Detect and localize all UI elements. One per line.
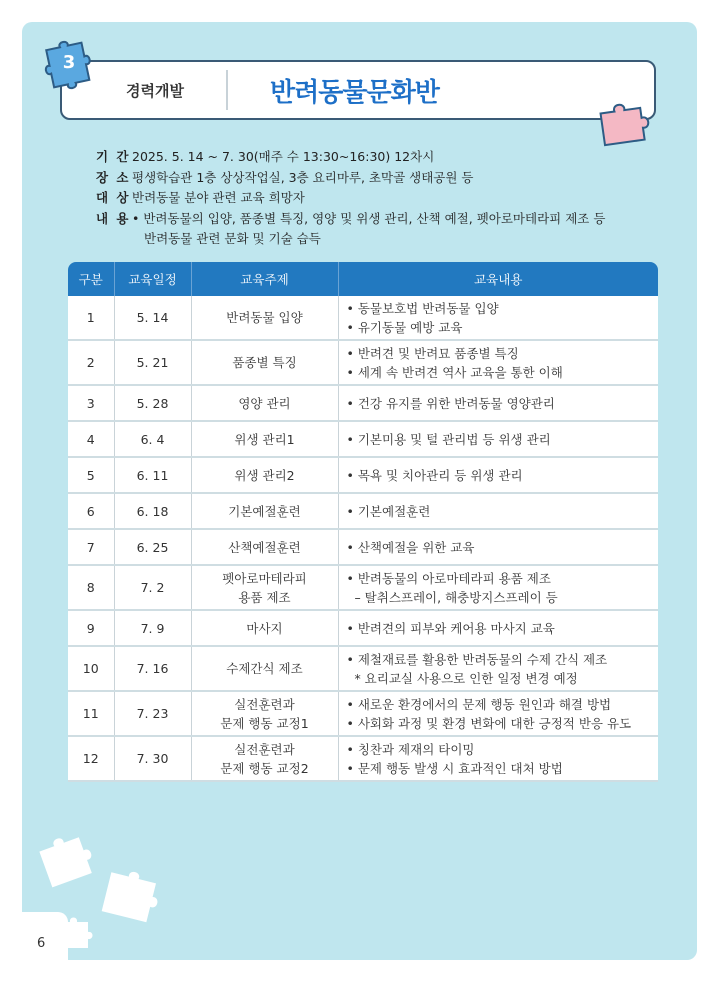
- table-row: [68, 691, 658, 736]
- topic-line: 영양 관리: [238, 395, 291, 411]
- cell-content: [338, 457, 658, 493]
- cell-date: 7. 16: [114, 646, 191, 691]
- cell-topic: [191, 736, 338, 781]
- cell-date: 6. 25: [114, 529, 191, 565]
- cell-date: 7. 30: [114, 736, 191, 781]
- cell-no: 1: [68, 296, 114, 340]
- content-line: • 세계 속 반려견 역사 교육을 통한 이해: [346, 364, 563, 380]
- table-row: [68, 296, 658, 340]
- content-line: • 새로운 환경에서의 문제 행동 원인과 해결 방법: [346, 696, 612, 712]
- info-key: 내 용: [96, 210, 131, 226]
- cell-content: [338, 691, 658, 736]
- table-row: [68, 340, 658, 385]
- cell-date: 6. 4: [114, 421, 191, 457]
- cell-content: [338, 340, 658, 385]
- table-row: [68, 565, 658, 610]
- content-line: • 반려견의 피부와 케어용 마사지 교육: [346, 620, 555, 636]
- cell-no: 11: [68, 691, 114, 736]
- cell-content: [338, 385, 658, 421]
- cell-date: 6. 18: [114, 493, 191, 529]
- content-line: – 탈취스프레이, 해충방지스프레이 등: [346, 589, 558, 605]
- info-key: 대 상: [96, 190, 131, 205]
- content-line: • 문제 행동 발생 시 효과적인 대처 방법: [346, 760, 563, 776]
- cell-date: 7. 23: [114, 691, 191, 736]
- info-value: • 반려동물의 입양, 품종별 특징, 영양 및 위생 관리, 산책 예절, 펫아로마테라피 제조 등: [132, 210, 606, 226]
- info-row-place: [96, 168, 605, 189]
- content-line: • 반려견 및 반려묘 품종별 특징: [346, 345, 519, 361]
- cell-date: 7. 9: [114, 610, 191, 646]
- cell-topic: [191, 296, 338, 340]
- cell-no: 5: [68, 457, 114, 493]
- cell-date: 5. 14: [114, 296, 191, 340]
- cell-no: 10: [68, 646, 114, 691]
- info-row-target: [96, 188, 605, 209]
- cell-no: 9: [68, 610, 114, 646]
- cell-topic: [191, 493, 338, 529]
- pink-puzzle-icon: [596, 96, 656, 148]
- cell-topic: [191, 385, 338, 421]
- section-subtitle: 경력개발: [126, 82, 184, 100]
- col-header-topic: 교육주제: [191, 262, 338, 296]
- topic-line: 위생 관리2: [234, 467, 295, 483]
- section-header: [60, 60, 656, 120]
- table-row: [68, 529, 658, 565]
- topic-line: 마사지: [246, 620, 283, 636]
- cell-date: 6. 11: [114, 457, 191, 493]
- col-header-date: 교육일정: [114, 262, 191, 296]
- content-line: • 칭찬과 제재의 타이밍: [346, 741, 475, 757]
- topic-line: 기본예절훈련: [228, 503, 301, 519]
- topic-line: 문제 행동 교정1: [220, 715, 309, 731]
- cell-topic: [191, 646, 338, 691]
- content-line: • 기본미용 및 털 관리법 등 위생 관리: [346, 431, 551, 447]
- table-row: [68, 385, 658, 421]
- table-row: [68, 736, 658, 781]
- table-row: [68, 421, 658, 457]
- cell-topic: [191, 457, 338, 493]
- cell-no: 6: [68, 493, 114, 529]
- info-key: 장 소: [96, 169, 131, 185]
- course-info: [96, 147, 605, 250]
- topic-line: 용품 제조: [238, 589, 291, 605]
- topic-line: 실전훈련과: [234, 696, 295, 712]
- cell-topic: [191, 691, 338, 736]
- cell-no: 12: [68, 736, 114, 781]
- topic-line: 실전훈련과: [234, 741, 295, 757]
- cell-no: 4: [68, 421, 114, 457]
- table-header-row: [68, 262, 658, 296]
- cell-content: [338, 646, 658, 691]
- topic-line: 수제간식 제조: [226, 661, 303, 676]
- page-number: 6: [37, 936, 46, 951]
- white-puzzle-icon: [96, 866, 168, 928]
- content-line: • 목욕 및 치아관리 등 위생 관리: [346, 467, 523, 483]
- content-line: • 기본예절훈련: [346, 503, 431, 519]
- info-row-period: [96, 147, 605, 168]
- content-line: * 요리교실 사용으로 인한 일정 변경 예정: [346, 670, 578, 686]
- table-row: [68, 646, 658, 691]
- col-header-no: 구분: [68, 262, 114, 296]
- page-number-tab: [22, 912, 68, 960]
- info-key: 기 간: [96, 149, 131, 164]
- table-row: [68, 457, 658, 493]
- content-line: • 유기동물 예방 교육: [346, 319, 463, 335]
- cell-no: 7: [68, 529, 114, 565]
- cell-content: [338, 736, 658, 781]
- table-row: [68, 610, 658, 646]
- topic-line: 위생 관리1: [234, 431, 295, 447]
- topic-line: 품종별 특징: [232, 355, 297, 370]
- content-line: • 산책예절을 위한 교육: [346, 539, 475, 555]
- content-line: • 반려동물의 아로마테라피 용품 제조: [346, 570, 551, 586]
- cell-content: [338, 493, 658, 529]
- cell-date: 5. 21: [114, 340, 191, 385]
- cell-no: 2: [68, 340, 114, 385]
- table-row: [68, 493, 658, 529]
- cell-date: 7. 2: [114, 565, 191, 610]
- header-divider: [226, 70, 228, 110]
- cell-content: [338, 529, 658, 565]
- content-line: • 제철재료를 활용한 반려동물의 수제 간식 제조: [346, 651, 608, 667]
- section-number: 3: [62, 52, 76, 73]
- col-header-content: 교육내용: [338, 262, 658, 296]
- cell-content: [338, 565, 658, 610]
- cell-no: 8: [68, 565, 114, 610]
- content-line: • 동물보호법 반려동물 입양: [346, 300, 499, 316]
- info-value: 반려동물 관련 문화 및 기술 습득: [144, 231, 321, 246]
- cell-topic: [191, 421, 338, 457]
- info-row-content-cont: [96, 229, 605, 250]
- info-key: [96, 229, 132, 250]
- page-title: 반려동물문화반: [270, 78, 439, 108]
- cell-topic: [191, 529, 338, 565]
- cell-no: 3: [68, 385, 114, 421]
- topic-line: 문제 행동 교정2: [220, 760, 309, 776]
- cell-topic: [191, 565, 338, 610]
- schedule-table: [68, 262, 658, 782]
- cell-topic: [191, 340, 338, 385]
- topic-line: 산책예절훈련: [228, 539, 301, 555]
- cell-date: 5. 28: [114, 385, 191, 421]
- cell-content: [338, 421, 658, 457]
- cell-content: [338, 610, 658, 646]
- content-line: • 사회화 과정 및 환경 변화에 대한 긍정적 반응 유도: [346, 715, 632, 731]
- topic-line: 펫아로마테라피: [222, 570, 307, 586]
- content-line: • 건강 유지를 위한 반려동물 영양관리: [346, 395, 555, 411]
- info-value: 2025. 5. 14 ~ 7. 30(매주 수 13:30~16:30) 12차시: [132, 149, 435, 164]
- info-value: 반려동물 분야 관련 교육 희망자: [132, 190, 305, 205]
- info-value: 평생학습관 1층 상상작업실, 3층 요리마루, 초막골 생태공원 등: [132, 169, 474, 185]
- cell-content: [338, 296, 658, 340]
- cell-topic: [191, 610, 338, 646]
- info-row-content: [96, 209, 605, 230]
- topic-line: 반려동물 입양: [226, 310, 303, 325]
- white-puzzle-icon: [36, 828, 102, 892]
